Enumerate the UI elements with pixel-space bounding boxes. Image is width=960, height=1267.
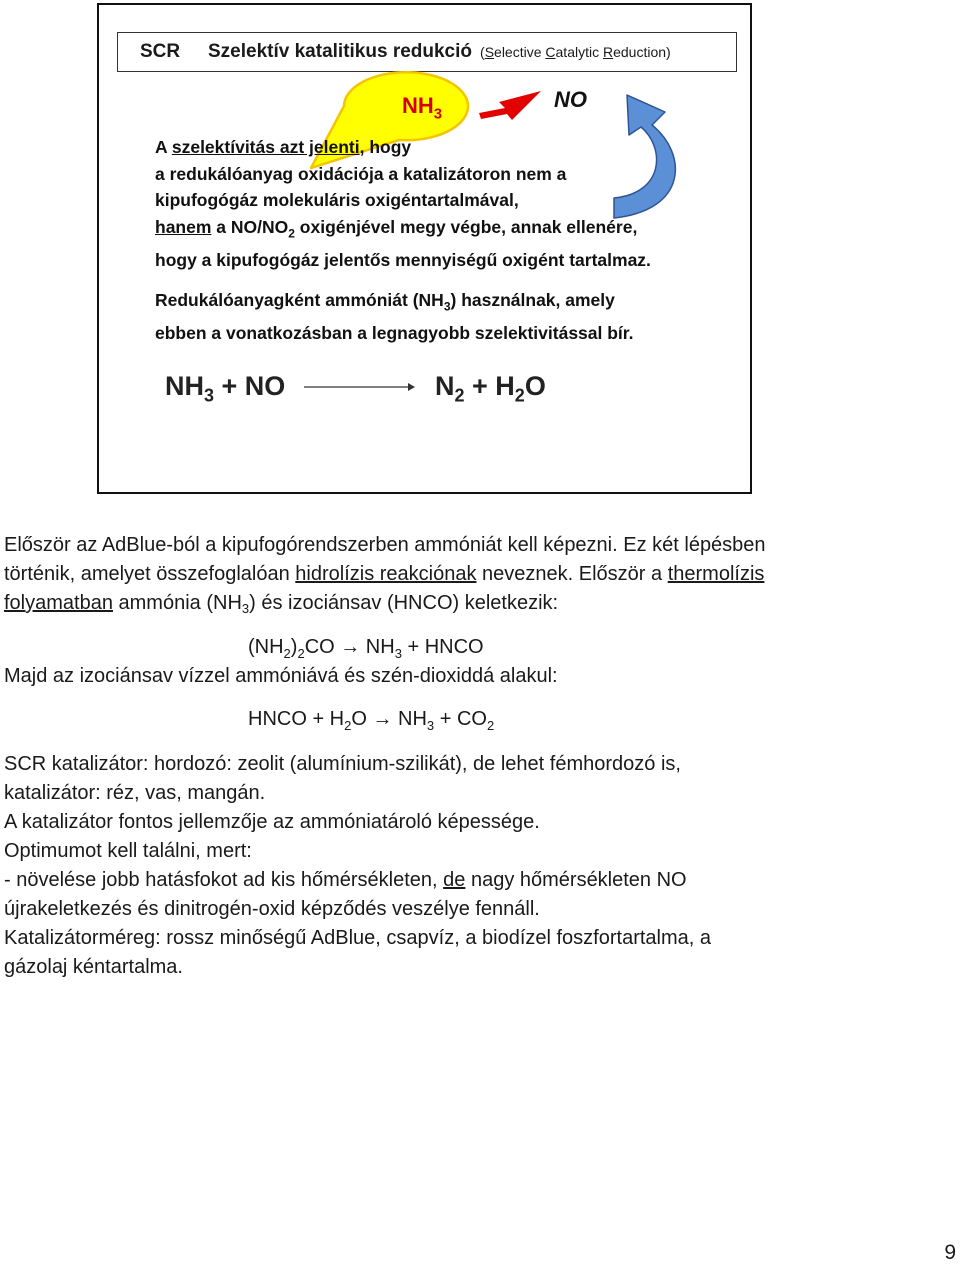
body-intro: Először az AdBlue-ból a kipufogórendszerben ammóniát kell képezni. Ez két lépésben történik, amelyet összefoglalóan hidrolízis reakciónak neveznek. Először a thermolízis folyamatban ammónia $(NH_3)$ és izociánsav (HNCO) keletkezik:	[4, 534, 766, 616]
nh3-bubble-label: $NH_3$	[402, 93, 443, 123]
page-number: 9	[944, 1241, 956, 1264]
no-label: NO	[554, 87, 587, 112]
equation-products: $N_2 + H_2O$	[435, 371, 546, 406]
hydrolysis-intro: Majd az izociánsav vízzel ammóniává és szén-dioxiddá alakul:	[4, 665, 558, 687]
reductant-paragraph: Redukálóanyagként ammóniát $(NH_3)$ használnak, amely ebben a vonatkozásban a legnagyobb szelektivitással bír.	[155, 290, 634, 343]
slide-title: Szelektív katalitikus redukció	[208, 41, 473, 62]
red-arrow-icon	[479, 91, 541, 120]
reaction-arrow-icon	[304, 377, 416, 397]
slide-title-english: (Selective Catalytic Reduction)	[480, 44, 671, 60]
selectivity-paragraph: A szelektívitás azt jelenti, hogy a redukálóanyag oxidációja a katalizátoron nem a kipufogógáz molekuláris oxigéntartalmával, hanem a $NO/NO_2$ oxigénjével megy végbe, annak ellenére, hogy a kipufogógáz jelentős mennyiségű oxigént tartalmaz.	[155, 137, 651, 270]
hydrolysis-equation: HNCO + $H_2O \to NH_3 + CO_2$	[248, 708, 495, 733]
slide-title-abbr: SCR	[140, 41, 181, 62]
catalyst-notes: SCR katalizátor: hordozó: zeolit (alumínium-szilikát), de lehet fémhordozó is, katalizátor: réz, vas, mangán. A katalizátor fontos jellemzője az ammóniatároló képessége. Optimumot kell találni, mert: - növelése jobb hatásfokot ad kis hőmérsékleten, de nagy hőmérsékleten NO újrakeletkezés és dinitrogén-oxid képződés veszélye fennáll. Katalizátorméreg: rossz minőségű AdBlue, csapvíz, a biodízel foszfortartalma, a gázolaj kéntartalma.	[4, 753, 712, 978]
slide-frame	[97, 3, 752, 494]
equation-reactants: $NH_3$ + NO	[165, 371, 286, 406]
thermolysis-equation: $(NH_2)_2CO \to NH_3$ + HNCO	[248, 636, 484, 661]
